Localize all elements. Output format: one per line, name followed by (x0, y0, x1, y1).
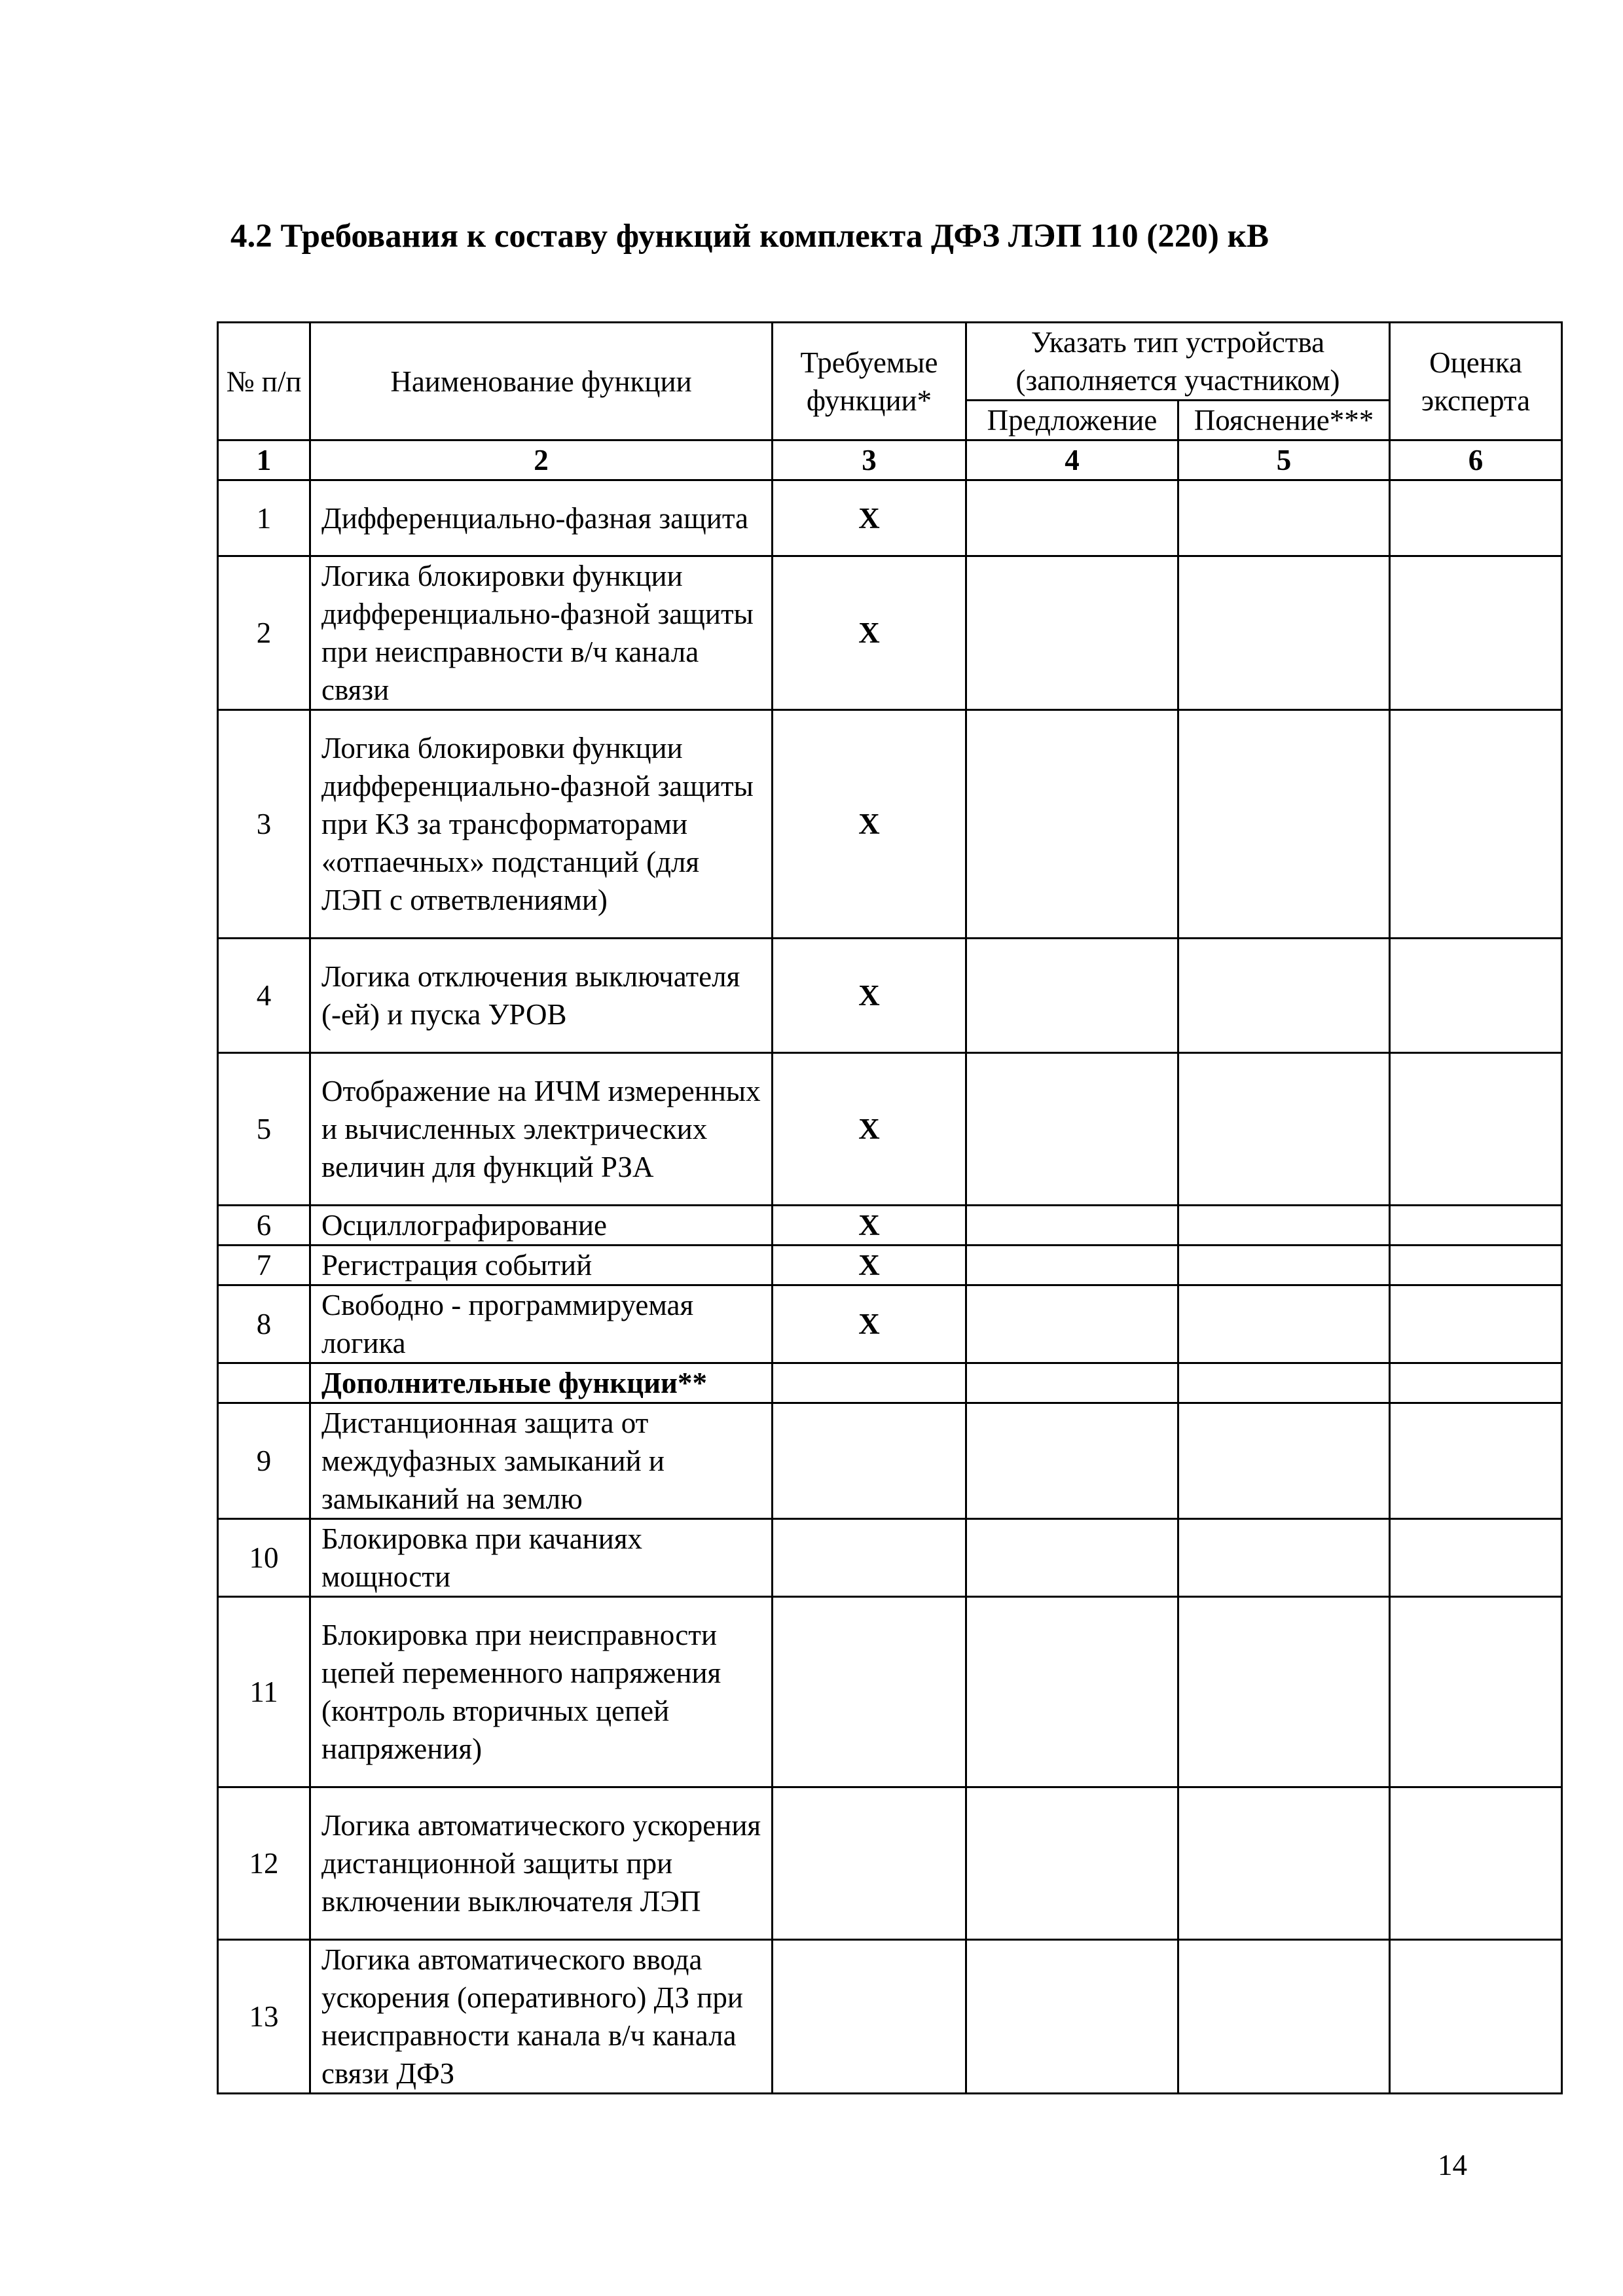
table-row (218, 1246, 1562, 1285)
row-name: Блокировка при неисправности цепей переменного напряжения (контроль вторичных цепей напряжения) (310, 1597, 773, 1787)
row-required: Х (773, 1285, 966, 1363)
empty-cell (966, 1363, 1178, 1403)
column-number: 5 (1178, 440, 1390, 480)
additional-functions-row (218, 1363, 1562, 1403)
expert-cell[interactable] (1390, 1053, 1562, 1206)
proposal-cell[interactable] (966, 556, 1178, 710)
proposal-cell[interactable] (966, 1597, 1178, 1787)
explanation-cell[interactable] (1178, 939, 1390, 1053)
row-name: Свободно - программируемая логика (310, 1285, 773, 1363)
proposal-cell[interactable] (966, 1940, 1178, 2094)
empty-cell (773, 1363, 966, 1403)
table-row (218, 1597, 1562, 1787)
header-explanation: Пояснение*** (1178, 401, 1390, 440)
required-cell (773, 1940, 966, 2094)
row-name: Логика блокировки функции дифференциально-фазной защиты при неисправности в/ч канала связи (310, 556, 773, 710)
row-name: Осциллографирование (310, 1206, 773, 1246)
table-row (218, 1285, 1562, 1363)
row-name: Логика блокировки функции дифференциально-фазной защиты при КЗ за трансформаторами «отпаечных» подстанций (для ЛЭП с ответвлениями) (310, 710, 773, 939)
column-number: 1 (218, 440, 310, 480)
column-number: 4 (966, 440, 1178, 480)
proposal-cell[interactable] (966, 1403, 1178, 1519)
row-required: Х (773, 1246, 966, 1285)
column-number: 2 (310, 440, 773, 480)
explanation-cell[interactable] (1178, 1285, 1390, 1363)
header-proposal: Предложение (966, 401, 1178, 440)
header-expert: Оценка эксперта (1390, 323, 1562, 440)
empty-cell (1390, 1363, 1562, 1403)
row-num: 4 (218, 939, 310, 1053)
row-required: Х (773, 480, 966, 556)
proposal-cell[interactable] (966, 1053, 1178, 1206)
empty-cell (1178, 1363, 1390, 1403)
explanation-cell[interactable] (1178, 1403, 1390, 1519)
row-required: Х (773, 556, 966, 710)
row-num: 6 (218, 1206, 310, 1246)
row-required: Х (773, 939, 966, 1053)
row-required: Х (773, 1053, 966, 1206)
row-num: 7 (218, 1246, 310, 1285)
explanation-cell[interactable] (1178, 480, 1390, 556)
row-num: 10 (218, 1519, 310, 1597)
column-number: 3 (773, 440, 966, 480)
row-name: Дистанционная защита от междуфазных замыканий и замыканий на землю (310, 1403, 773, 1519)
required-cell (773, 1403, 966, 1519)
section-title: 4.2 Требования к составу функций комплекта ДФЗ ЛЭП 110 (220) кВ (230, 218, 1269, 255)
page-number: 14 (1438, 2149, 1467, 2181)
header-row (218, 323, 1562, 401)
row-num: 3 (218, 710, 310, 939)
row-name: Регистрация событий (310, 1246, 773, 1285)
table-row (218, 1403, 1562, 1519)
row-name: Логика отключения выключателя (-ей) и пуска УРОВ (310, 939, 773, 1053)
required-cell (773, 1787, 966, 1940)
row-num: 5 (218, 1053, 310, 1206)
row-num: 13 (218, 1940, 310, 2094)
explanation-cell[interactable] (1178, 1597, 1390, 1787)
row-num: 12 (218, 1787, 310, 1940)
explanation-cell[interactable] (1178, 1519, 1390, 1597)
row-required: Х (773, 710, 966, 939)
table-row (218, 1519, 1562, 1597)
header-device-type: Указать тип устройства (заполняется участником) (966, 323, 1390, 401)
expert-cell[interactable] (1390, 939, 1562, 1053)
row-num: 8 (218, 1285, 310, 1363)
required-cell (773, 1519, 966, 1597)
table-row (218, 480, 1562, 556)
additional-functions-header: Дополнительные функции** (310, 1363, 773, 1403)
explanation-cell[interactable] (1178, 710, 1390, 939)
proposal-cell[interactable] (966, 1206, 1178, 1246)
expert-cell[interactable] (1390, 1403, 1562, 1519)
proposal-cell[interactable] (966, 1285, 1178, 1363)
header-name: Наименование функции (310, 323, 773, 440)
table-row (218, 1940, 1562, 2094)
expert-cell[interactable] (1390, 1285, 1562, 1363)
expert-cell[interactable] (1390, 1246, 1562, 1285)
required-cell (773, 1597, 966, 1787)
explanation-cell[interactable] (1178, 1787, 1390, 1940)
table-row (218, 939, 1562, 1053)
row-num: 2 (218, 556, 310, 710)
explanation-cell[interactable] (1178, 1246, 1390, 1285)
expert-cell[interactable] (1390, 1206, 1562, 1246)
table-row (218, 1787, 1562, 1940)
table-row (218, 710, 1562, 939)
row-name: Логика автоматического ускорения дистанционной защиты при включении выключателя ЛЭП (310, 1787, 773, 1940)
header-required: Требуемые функции* (773, 323, 966, 440)
row-name: Блокировка при качаниях мощности (310, 1519, 773, 1597)
table-row (218, 556, 1562, 710)
proposal-cell[interactable] (966, 939, 1178, 1053)
table-row (218, 1053, 1562, 1206)
row-num: 1 (218, 480, 310, 556)
row-required: Х (773, 1206, 966, 1246)
proposal-cell[interactable] (966, 1519, 1178, 1597)
proposal-cell[interactable] (966, 710, 1178, 939)
row-name: Дифференциально-фазная защита (310, 480, 773, 556)
explanation-cell[interactable] (1178, 1206, 1390, 1246)
expert-cell[interactable] (1390, 710, 1562, 939)
header-num: № п/п (218, 323, 310, 440)
column-number-row (218, 440, 1562, 480)
proposal-cell[interactable] (966, 480, 1178, 556)
expert-cell[interactable] (1390, 480, 1562, 556)
row-name: Отображение на ИЧМ измеренных и вычисленных электрических величин для функций РЗА (310, 1053, 773, 1206)
expert-cell[interactable] (1390, 1597, 1562, 1787)
explanation-cell[interactable] (1178, 1053, 1390, 1206)
explanation-cell[interactable] (1178, 556, 1390, 710)
expert-cell[interactable] (1390, 556, 1562, 710)
functions-table (217, 321, 1563, 2094)
row-num: 9 (218, 1403, 310, 1519)
empty-cell (218, 1363, 310, 1403)
row-num: 11 (218, 1597, 310, 1787)
table-row (218, 1206, 1562, 1246)
proposal-cell[interactable] (966, 1246, 1178, 1285)
expert-cell[interactable] (1390, 1787, 1562, 1940)
column-number: 6 (1390, 440, 1562, 480)
expert-cell[interactable] (1390, 1519, 1562, 1597)
expert-cell[interactable] (1390, 1940, 1562, 2094)
proposal-cell[interactable] (966, 1787, 1178, 1940)
explanation-cell[interactable] (1178, 1940, 1390, 2094)
row-name: Логика автоматического ввода ускорения (оперативного) ДЗ при неисправности канала в/ч канала связи ДФЗ (310, 1940, 773, 2094)
